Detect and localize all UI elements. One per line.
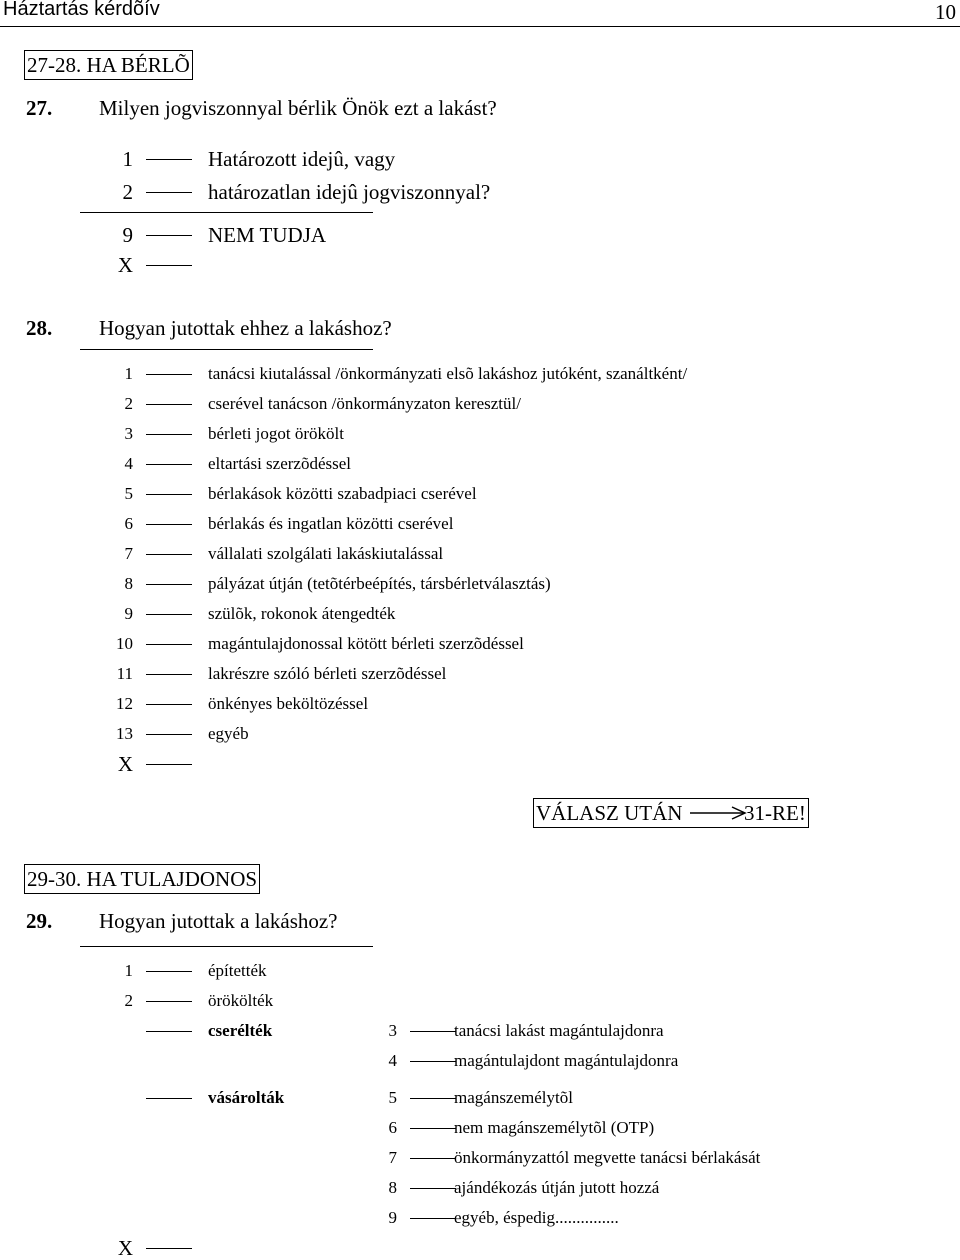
option-label: önkormányzattól megvette tanácsi bérlakását bbox=[454, 1148, 761, 1167]
option-label: pályázat útján (tetõtérbeépítés, társbérletválasztás) bbox=[208, 574, 551, 593]
option-code: 1 bbox=[122, 147, 133, 171]
answer-line bbox=[146, 434, 192, 435]
answer-line bbox=[146, 1031, 192, 1032]
answer-line bbox=[146, 235, 192, 236]
answer-line bbox=[146, 764, 192, 765]
header-divider bbox=[0, 26, 960, 27]
question-text: Milyen jogviszonnyal bérlik Önök ezt a lakást? bbox=[99, 96, 497, 120]
answer-line bbox=[146, 644, 192, 645]
question-number: 28. bbox=[26, 316, 53, 340]
option-label: NEM TUDJA bbox=[208, 223, 327, 247]
arrow-right-icon bbox=[688, 805, 748, 821]
group-label: cserélték bbox=[208, 1021, 273, 1040]
answer-line bbox=[146, 159, 192, 160]
answer-line bbox=[410, 1031, 456, 1032]
answer-line bbox=[146, 704, 192, 705]
option-code: 1 bbox=[124, 364, 133, 383]
option-code: X bbox=[117, 752, 133, 776]
option-code: 5 bbox=[124, 484, 133, 503]
answer-line bbox=[146, 674, 192, 675]
option-label: szülõk, rokonok átengedték bbox=[208, 604, 396, 623]
option-label: önkényes beköltözéssel bbox=[208, 694, 369, 713]
answer-line bbox=[146, 494, 192, 495]
option-code: 8 bbox=[388, 1178, 397, 1197]
option-code: 9 bbox=[388, 1208, 397, 1227]
answer-line bbox=[410, 1098, 456, 1099]
answer-line bbox=[410, 1128, 456, 1129]
group-label: vásárolták bbox=[208, 1088, 285, 1107]
option-label: ajándékozás útján jutott hozzá bbox=[454, 1178, 660, 1197]
option-label: lakrészre szóló bérleti szerzõdéssel bbox=[208, 664, 447, 683]
answer-line bbox=[146, 464, 192, 465]
option-code: X bbox=[117, 1236, 133, 1260]
answer-line bbox=[146, 584, 192, 585]
option-code: 1 bbox=[124, 961, 133, 980]
option-code: 13 bbox=[116, 724, 133, 743]
option-label: egyéb bbox=[208, 724, 249, 743]
option-code: 7 bbox=[124, 544, 133, 563]
option-code: 3 bbox=[388, 1021, 397, 1040]
option-label: eltartási szerzõdéssel bbox=[208, 454, 352, 473]
question-text: Hogyan jutottak a lakáshoz? bbox=[99, 909, 338, 933]
answer-line bbox=[146, 734, 192, 735]
option-code: 8 bbox=[124, 574, 133, 593]
answer-line bbox=[410, 1061, 456, 1062]
answer-line bbox=[146, 554, 192, 555]
answer-line bbox=[146, 374, 192, 375]
separator-line bbox=[80, 946, 373, 947]
option-label: határozatlan idejû jogviszonnyal? bbox=[208, 180, 491, 204]
skip-instruction-right: 31-RE! bbox=[744, 801, 806, 825]
answer-line bbox=[146, 1098, 192, 1099]
option-label: örökölték bbox=[208, 991, 274, 1010]
option-code: 12 bbox=[116, 694, 133, 713]
option-code: 5 bbox=[388, 1088, 397, 1107]
answer-line bbox=[146, 265, 192, 266]
section-box-label: 29-30. HA TULAJDONOS bbox=[27, 867, 258, 891]
answer-line bbox=[146, 971, 192, 972]
option-code: 2 bbox=[122, 180, 133, 204]
option-label: nem magánszemélytõl (OTP) bbox=[454, 1118, 655, 1137]
option-label: vállalati szolgálati lakáskiutalással bbox=[208, 544, 444, 563]
section-box-label: 27-28. HA BÉRLÕ bbox=[27, 53, 190, 77]
option-label: tanácsi kiutalással /önkormányzati elsõ lakáshoz jutóként, szanáltként/ bbox=[208, 364, 688, 383]
option-label: bérlakások közötti szabadpiaci cserével bbox=[208, 484, 477, 503]
section-box-berlo bbox=[24, 50, 193, 80]
option-code: 9 bbox=[124, 604, 133, 623]
option-label: bérlakás és ingatlan közötti cserével bbox=[208, 514, 454, 533]
option-code: 2 bbox=[124, 394, 133, 413]
answer-line bbox=[146, 524, 192, 525]
option-code: 11 bbox=[116, 664, 133, 683]
option-code: 2 bbox=[124, 991, 133, 1010]
option-code: 6 bbox=[388, 1118, 397, 1137]
answer-line bbox=[146, 1001, 192, 1002]
option-label: bérleti jogot örökölt bbox=[208, 424, 344, 443]
option-code: 9 bbox=[122, 223, 133, 247]
answer-line bbox=[146, 404, 192, 405]
option-label: cserével tanácson /önkormányzaton keresztül/ bbox=[208, 394, 521, 413]
skip-instruction-box bbox=[533, 798, 809, 828]
separator-line bbox=[80, 212, 373, 213]
answer-line bbox=[146, 1248, 192, 1249]
separator-line bbox=[80, 349, 373, 350]
option-code: 4 bbox=[124, 454, 133, 473]
option-code: 6 bbox=[124, 514, 133, 533]
option-code: 4 bbox=[388, 1051, 397, 1070]
option-code: 7 bbox=[388, 1148, 397, 1167]
option-code: 3 bbox=[124, 424, 133, 443]
option-label: Határozott idejû, vagy bbox=[208, 147, 396, 171]
question-number: 27. bbox=[26, 96, 53, 120]
skip-instruction-left: VÁLASZ UTÁN bbox=[536, 801, 683, 825]
section-box-tulajdonos bbox=[24, 864, 260, 894]
document-title: Háztartás kérdõív bbox=[3, 0, 160, 20]
question-number: 29. bbox=[26, 909, 53, 933]
option-label: tanácsi lakást magántulajdonra bbox=[454, 1021, 664, 1040]
option-label: magántulajdonossal kötött bérleti szerzõdéssel bbox=[208, 634, 524, 653]
page-header bbox=[0, 0, 960, 26]
answer-line bbox=[410, 1158, 456, 1159]
option-label: építették bbox=[208, 961, 267, 980]
option-code: X bbox=[117, 253, 133, 277]
page-number: 10 bbox=[935, 0, 956, 24]
answer-line bbox=[410, 1218, 456, 1219]
option-label: egyéb, éspedig............... bbox=[454, 1208, 619, 1227]
option-label: magántulajdont magántulajdonra bbox=[454, 1051, 679, 1070]
answer-line bbox=[410, 1188, 456, 1189]
answer-line bbox=[146, 614, 192, 615]
answer-line bbox=[146, 192, 192, 193]
option-label: magánszemélytõl bbox=[454, 1088, 573, 1107]
option-code: 10 bbox=[116, 634, 133, 653]
question-text: Hogyan jutottak ehhez a lakáshoz? bbox=[99, 316, 392, 340]
